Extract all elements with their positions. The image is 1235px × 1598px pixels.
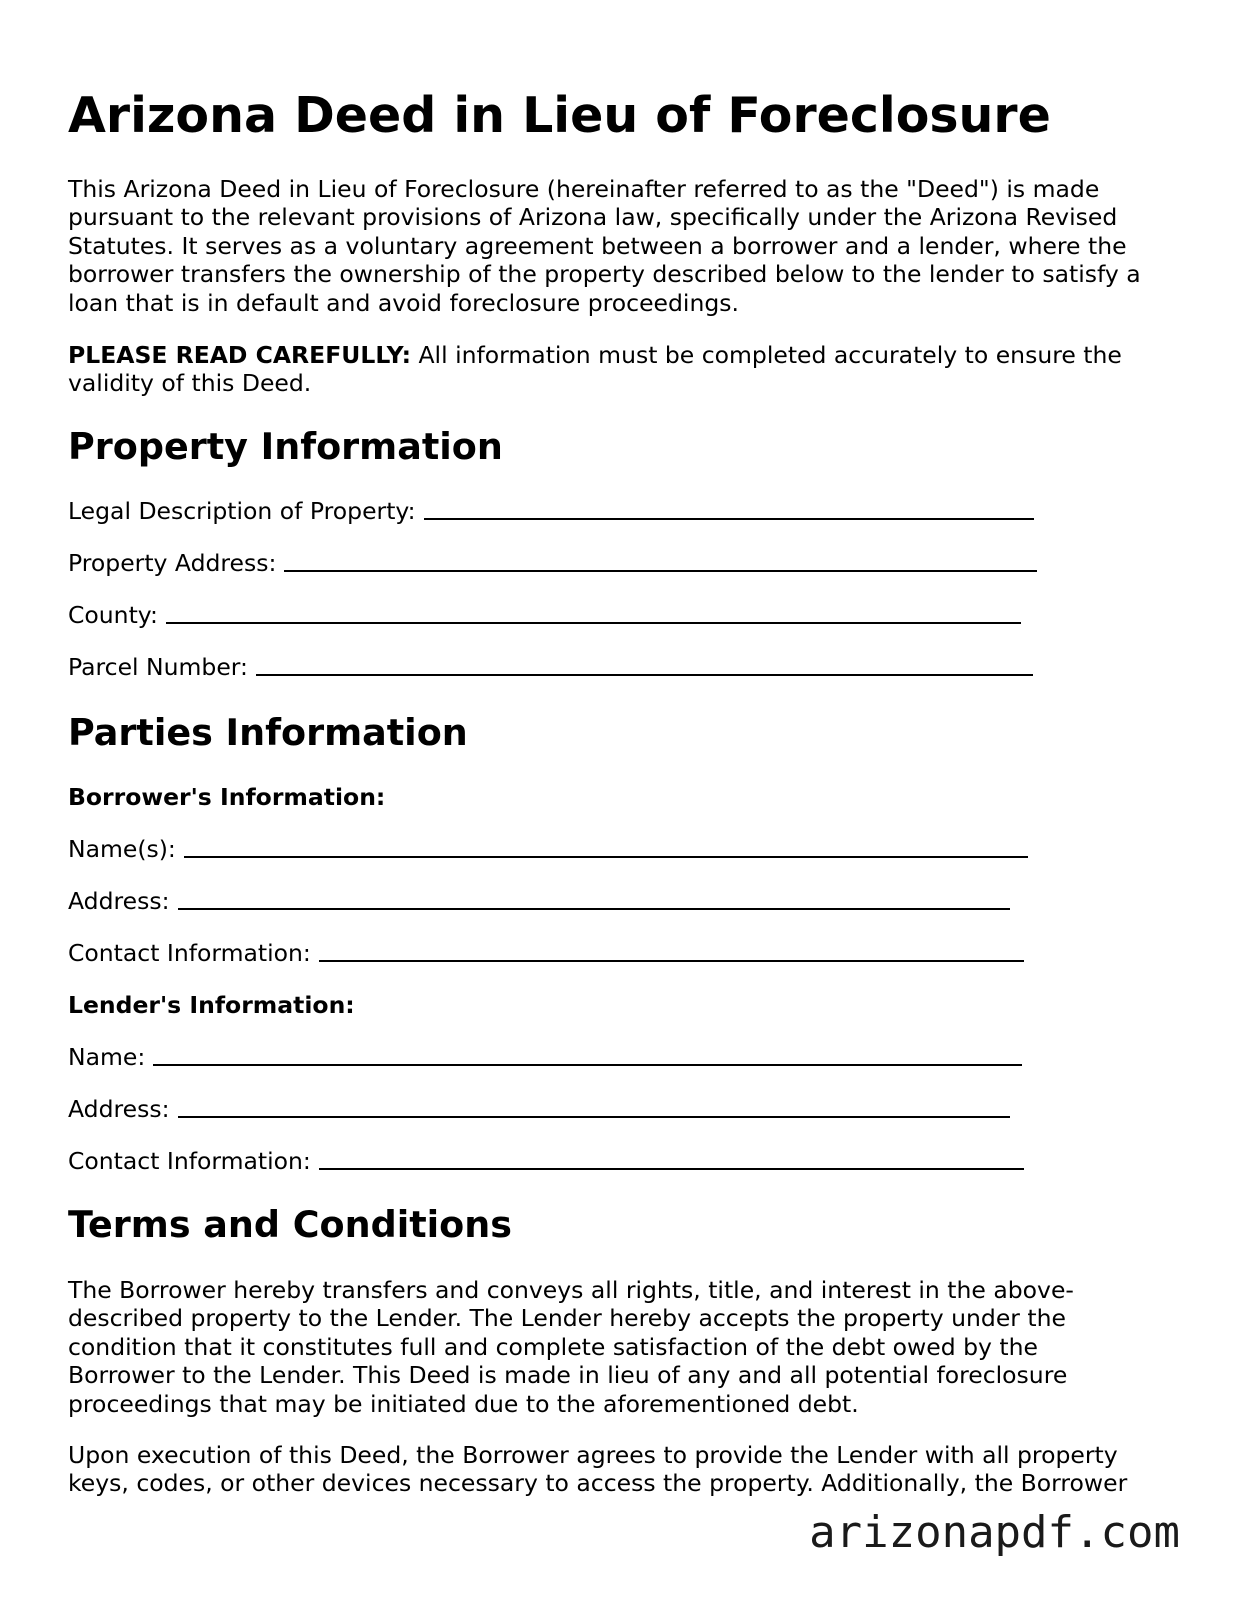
intro-paragraph: This Arizona Deed in Lieu of Foreclosure (hereinafter referred to as the "Deed") is made pursuant to the relevant provisions of Arizona law, specifically under the Arizona Revised Statutes. It serves as a voluntary agreement between a borrower and a lender, where the borrower transfers the ownership of the property described below to the lender to satisfy a loan that is in default and avoid foreclosure proceedings. [68,175,1141,317]
notice-paragraph [68,341,1158,398]
borrower-address-label: Address: [68,887,170,915]
county-field[interactable] [68,600,1021,630]
property-address-label: Property Address: [68,549,277,577]
borrower-name-blank[interactable] [184,834,1028,858]
legal-description-label: Legal Description of Property: [68,497,416,525]
borrower-contact-field[interactable] [68,938,1024,968]
lender-heading: Lender's Information: [68,991,355,1019]
lender-address-blank[interactable] [178,1094,1010,1118]
parcel-number-field[interactable] [68,652,1033,682]
borrower-contact-label: Contact Information: [68,939,311,967]
borrower-contact-blank[interactable] [319,938,1024,962]
lender-name-field[interactable] [68,1042,1022,1072]
site-watermark: arizonapdf.com [809,1507,1180,1558]
parcel-number-blank[interactable] [256,652,1033,676]
county-label: County: [68,601,158,629]
borrower-name-field[interactable] [68,834,1028,864]
borrower-heading: Borrower's Information: [68,783,386,811]
borrower-address-field[interactable] [68,886,1010,916]
borrower-address-blank[interactable] [178,886,1010,910]
terms-heading: Terms and Conditions [68,1203,512,1246]
parties-heading: Parties Information [68,711,468,754]
terms-paragraph-2: Upon execution of this Deed, the Borrower agrees to provide the Lender with all property keys, codes, or other devices necessary to access the property. Additionally, the Borrower [68,1441,1128,1498]
lender-contact-field[interactable] [68,1146,1024,1176]
notice-bold-label: PLEASE READ CAREFULLY: [68,341,411,369]
property-address-field[interactable] [68,548,1037,578]
terms-paragraph-1: The Borrower hereby transfers and conveys all rights, title, and interest in the above-described property to the Lender. The Lender hereby accepts the property under the condition that it constitutes full and complete satisfaction of the debt owed by the Borrower to the Lender. This Deed is made in lieu of any and all potential foreclosure proceedings that may be initiated due to the aforementioned debt. [68,1276,1074,1418]
lender-address-label: Address: [68,1095,170,1123]
document-title: Arizona Deed in Lieu of Foreclosure [68,87,1051,144]
lender-name-label: Name: [68,1043,146,1071]
borrower-name-label: Name(s): [68,835,176,863]
lender-address-field[interactable] [68,1094,1010,1124]
notice-text: All information must be completed accurately to ensure the validity of this Deed. [68,341,1122,398]
property-address-blank[interactable] [284,548,1037,572]
lender-name-blank[interactable] [153,1042,1022,1066]
legal-description-field[interactable] [68,496,1034,526]
parcel-number-label: Parcel Number: [68,653,248,681]
lender-contact-blank[interactable] [319,1146,1024,1170]
county-blank[interactable] [166,600,1021,624]
legal-description-blank[interactable] [424,496,1034,520]
lender-contact-label: Contact Information: [68,1147,311,1175]
property-heading: Property Information [68,425,503,468]
